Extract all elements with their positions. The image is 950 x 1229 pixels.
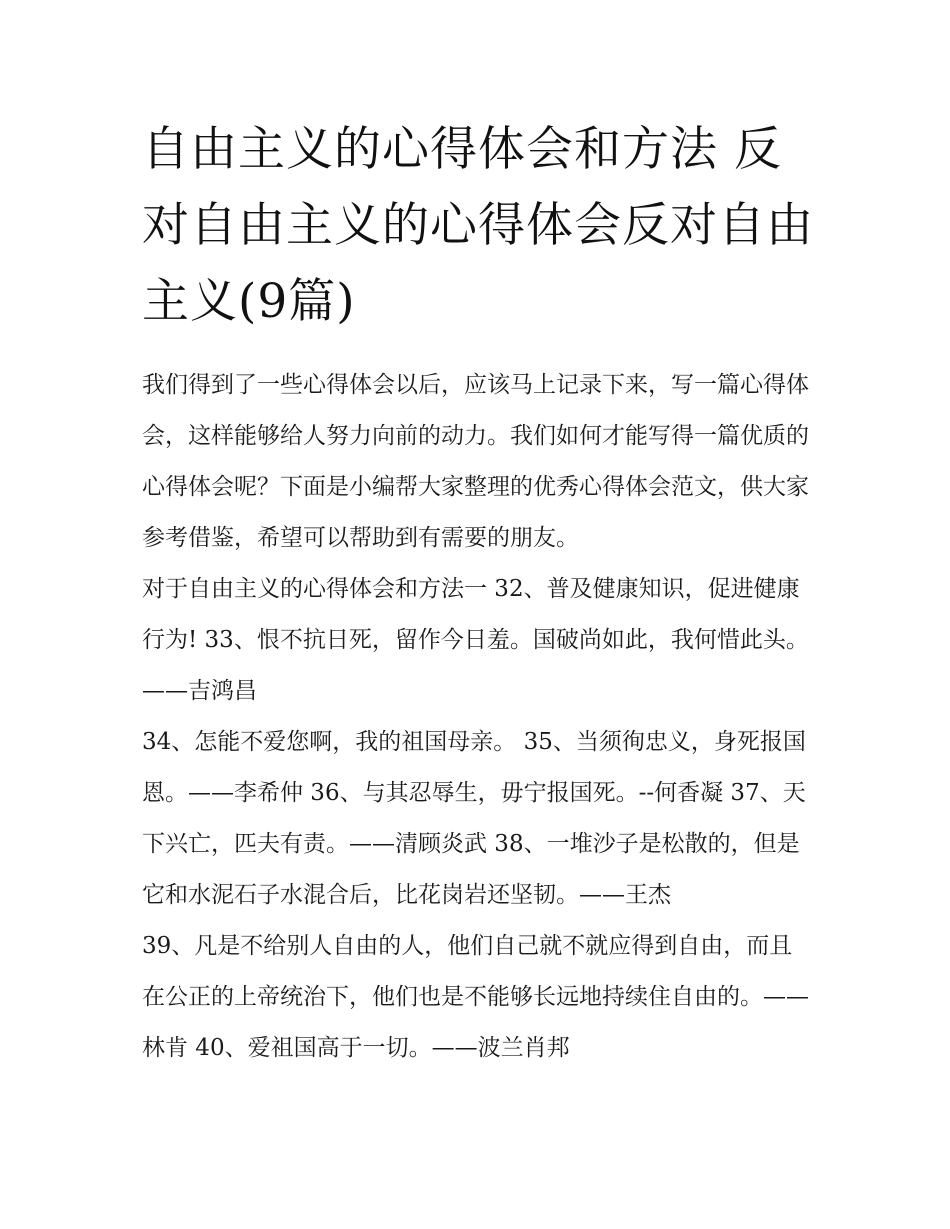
intro-paragraph: 我们得到了一些心得体会以后，应该马上记录下来，写一篇心得体会，这样能够给人努力向前的动力。我们如何才能写得一篇优质的心得体会呢？下面是小编帮大家整理的优秀心得体会范文，供大家参考借鉴，希望可以帮助到有需要的朋友。 (142, 372, 809, 551)
paragraph-quotes-34-38: 34、怎能不爱您啊，我的祖国母亲。 35、当须徇忠义，身死报国恩。——李希仲 36、与其忍辱生，毋宁报国死。--何香凝 37、天下兴亡，匹夫有责。——清顾炎武 38、一堆沙子是松散的，但是它和水泥石子水混合后，比花岗岩还坚韧。——王杰 (142, 729, 806, 908)
document-title: 自由主义的心得体会和方法 反对自由主义的心得体会反对自由主义(9篇) (142, 122, 814, 329)
document-body (142, 360, 814, 1074)
paragraph-quotes-39-40: 39、凡是不给别人自由的人，他们自己就不就应得到自由，而且在公正的上帝统治下，他们也是不能够长远地持续住自由的。——林肯 40、爱祖国高于一切。——波兰肖邦 (142, 933, 809, 1061)
document-content (142, 112, 814, 1074)
paragraph-quotes-32-33: 对于自由主义的心得体会和方法一 32、普及健康知识，促进健康行为! 33、恨不抗日死，留作今日羞。国破尚如此，我何惜此头。——吉鸿昌 (142, 576, 809, 704)
